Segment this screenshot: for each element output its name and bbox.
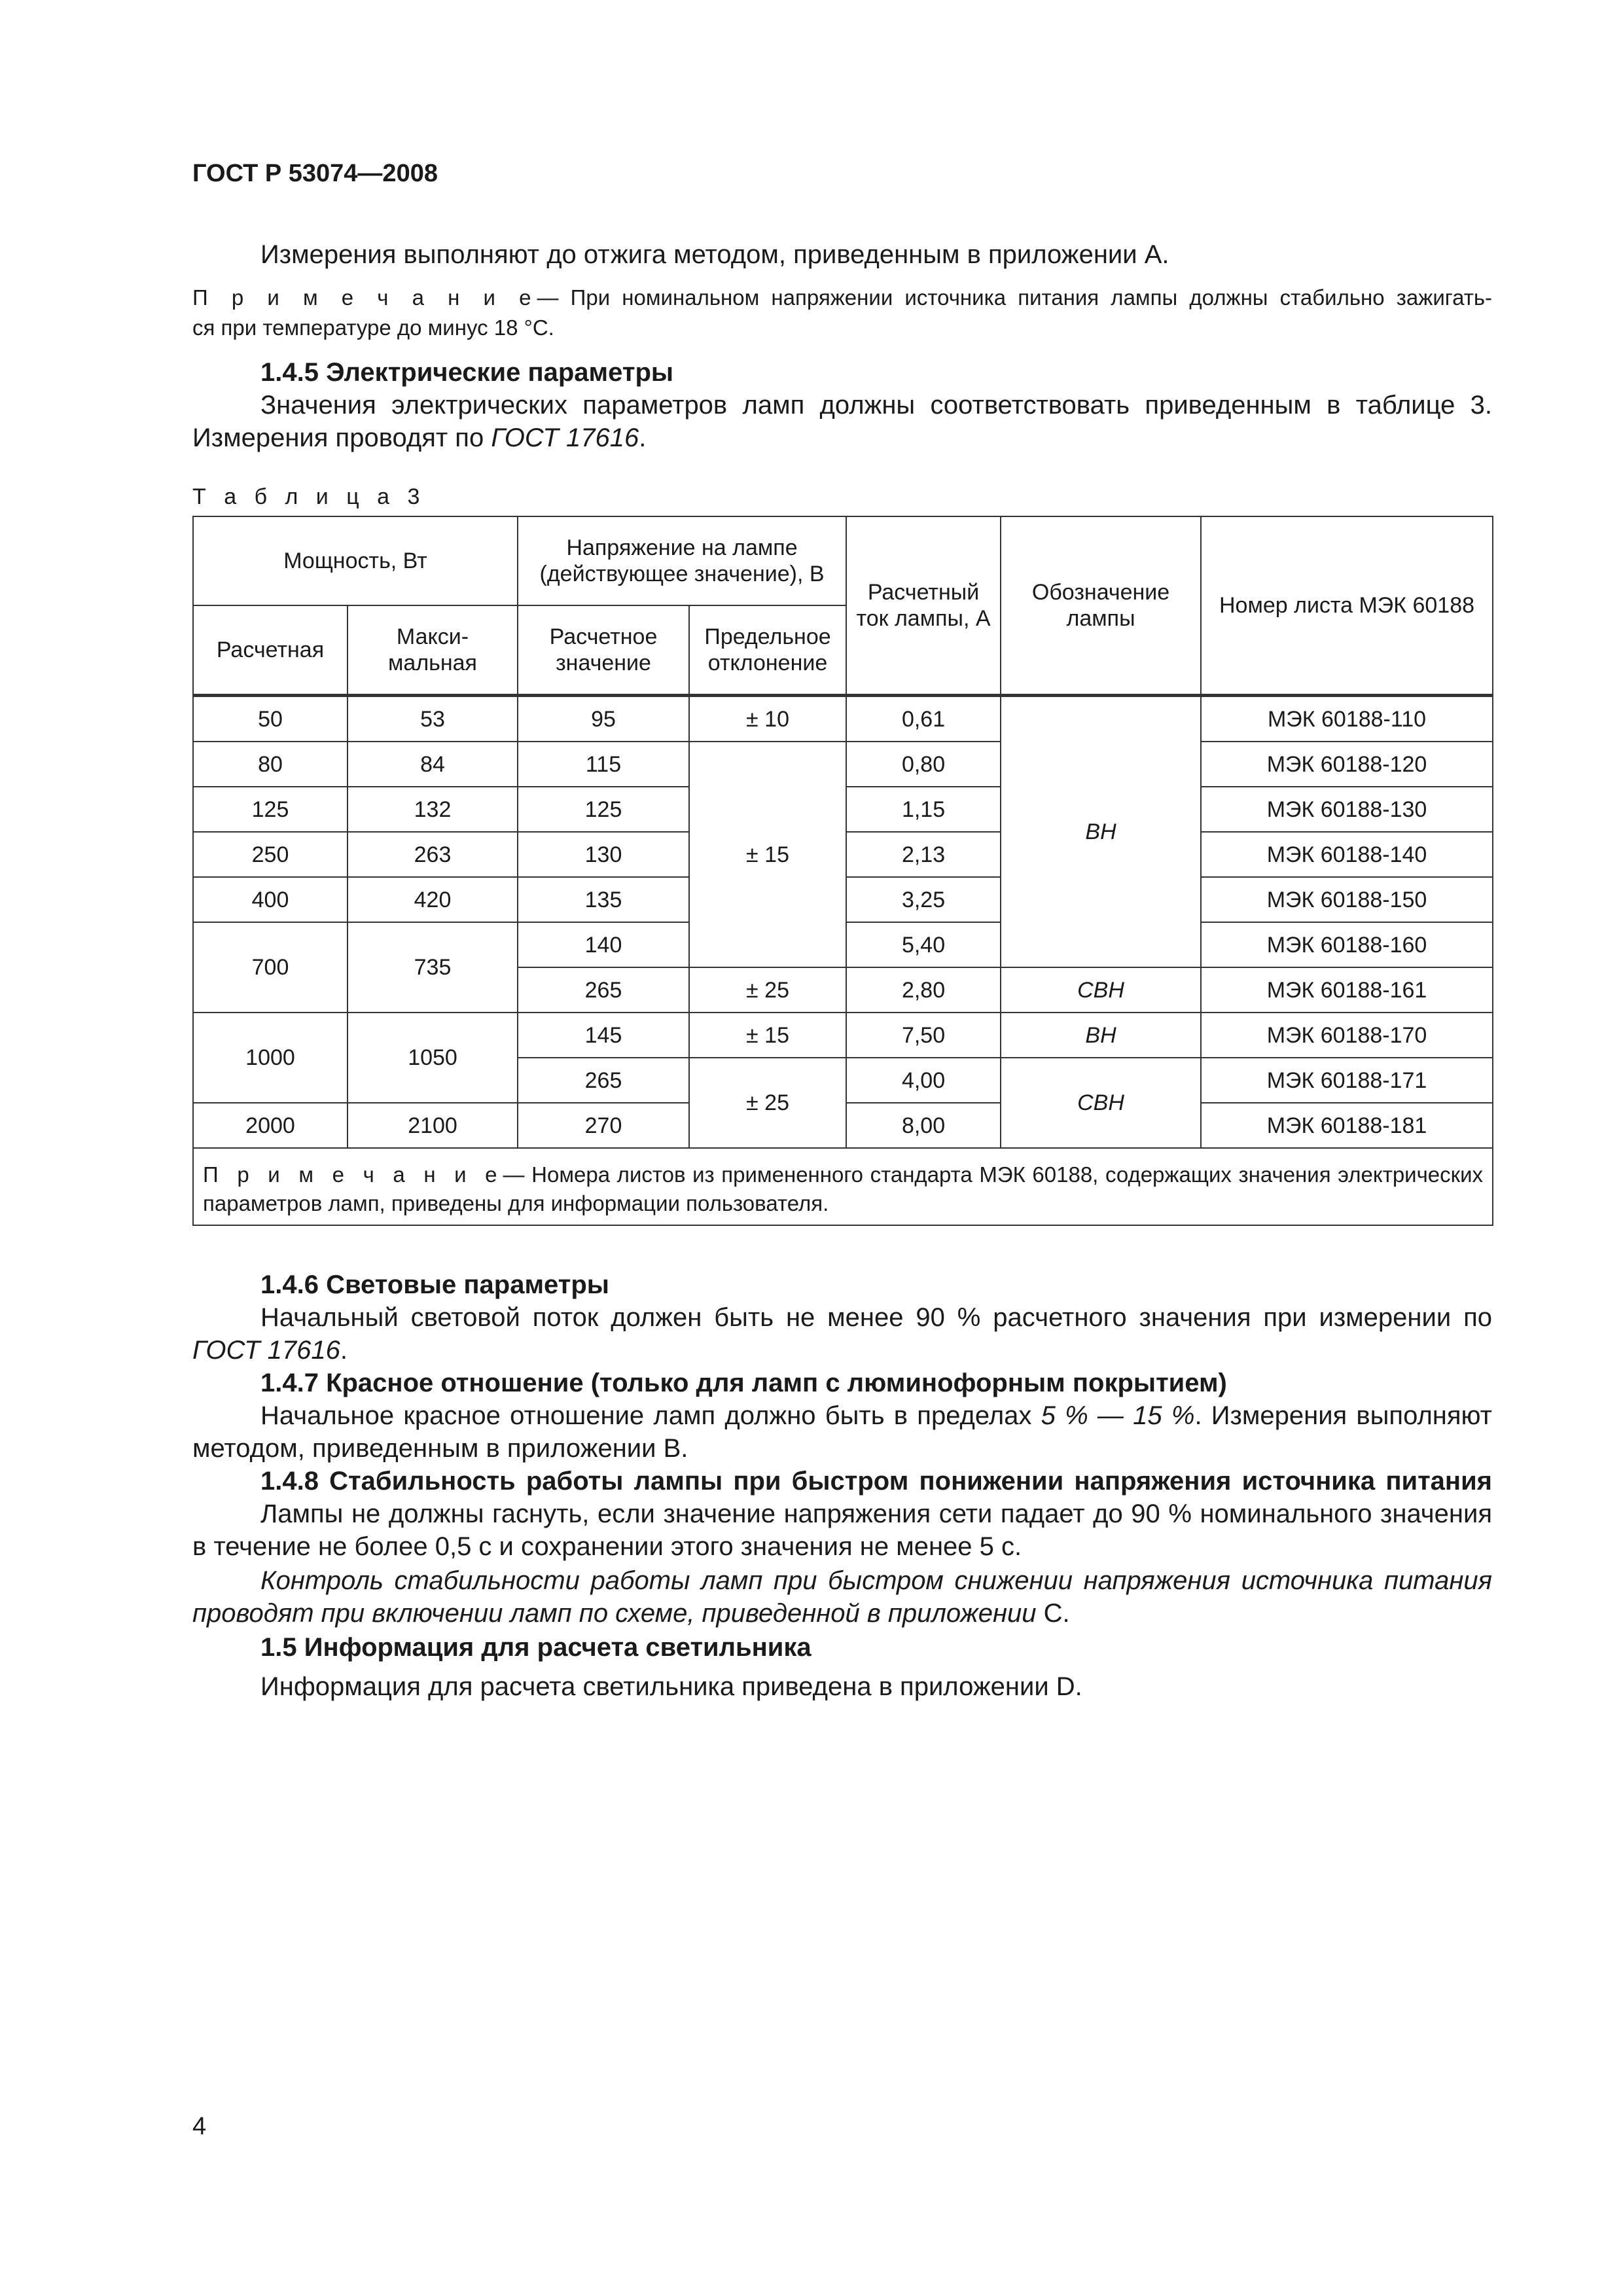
- note-text: — При номинальном напряжении источника питания лампы должны стабильно зажигать-: [537, 285, 1492, 310]
- section-heading-1-4-8: 1.4.8 Стабильность работы лампы при быстром понижении напряжения источника питания: [260, 1467, 1492, 1496]
- table-row: 125 132 125 1,15 МЭК 60188-130: [193, 787, 1493, 832]
- gost-reference: ГОСТ 17616: [192, 1336, 340, 1365]
- table-row: 700 735 140 5,40 МЭК 60188-160: [193, 922, 1493, 967]
- table-row: 80 84 115 ± 15 0,80 МЭК 60188-120: [193, 742, 1493, 787]
- table-note: [193, 1148, 1493, 1225]
- header-power: Мощность, Вт: [193, 516, 518, 605]
- section-heading-1-4-6: 1.4.6 Световые параметры: [260, 1270, 609, 1299]
- section-heading-1-4-5: 1.4.5 Электрические параметры: [260, 358, 674, 387]
- table-row: 2000 2100 270 8,00 МЭК 60188-181: [193, 1103, 1493, 1148]
- table-row: 50 53 95 ± 10 0,61 ВН МЭК 60188-110: [193, 696, 1493, 742]
- s15-line1: Информация для расчета светильника приведена в приложении D.: [260, 1672, 1082, 1701]
- section-heading-1-5: 1.5 Информация для расчета светильника: [260, 1633, 812, 1662]
- header-designation: Обозначение лампы: [1001, 516, 1201, 696]
- section-heading-1-4-7: 1.4.7 Красное отношение (только для ламп с люминофорным покрытием): [260, 1369, 1227, 1397]
- header-power-rated: Расчетная: [193, 605, 348, 696]
- header-iec-sheet: Номер листа МЭК 60188: [1201, 516, 1493, 696]
- table-note-text: — Номера листов из примененного стандарта МЭК 60188, содержащих значения электрических параметров ламп, приведены для информации пользователя.: [203, 1162, 1484, 1215]
- measurement-paragraph: Измерения выполняют до отжига методом, приведенным в приложении А.: [260, 240, 1169, 269]
- designation-svn-merged: СВН: [1001, 1058, 1201, 1148]
- document-id: ГОСТ Р 53074—2008: [192, 160, 438, 187]
- note-1-line2: ся при температуре до минус 18 °С.: [192, 315, 554, 340]
- table-row: 1000 1050 145 ± 15 7,50 ВН МЭК 60188-170: [193, 1013, 1493, 1058]
- gost-reference: ГОСТ 17616: [491, 423, 639, 452]
- header-power-max: Макси-мальная: [348, 605, 518, 696]
- header-voltage-rated: Расчетное значение: [518, 605, 689, 696]
- s147-line1: Начальное красное отношение ламп должно быть в пределах 5 % — 15 %. Измерения выполняют: [260, 1401, 1492, 1430]
- deviation-15-merged: ± 15: [689, 742, 846, 967]
- page-number: 4: [192, 2113, 207, 2140]
- table-row: 265 ± 25 4,00 СВН МЭК 60188-171: [193, 1058, 1493, 1103]
- table-3: [192, 516, 1493, 1226]
- s148-line1: Лампы не должны гаснуть, если значение напряжения сети падает до 90 % номинального значения: [260, 1499, 1492, 1528]
- table-caption: Т а б л и ц а 3: [192, 484, 426, 509]
- header-current: Расчетный ток лампы, А: [846, 516, 1001, 696]
- s146-line2: ГОСТ 17616.: [192, 1336, 348, 1365]
- s145-line2: Измерения проводят по ГОСТ 17616.: [192, 423, 647, 452]
- s148-italic-line1: Контроль стабильности работы ламп при быстром снижении напряжения источника питания: [260, 1566, 1492, 1595]
- s148-italic-line2: проводят при включении ламп по схеме, приведенной в приложении С.: [192, 1599, 1070, 1628]
- table-note-label: П р и м е ч а н и е: [203, 1162, 503, 1187]
- table-row: 265 ± 25 2,80 СВН МЭК 60188-161: [193, 967, 1493, 1013]
- note-1-line1: [192, 283, 1492, 313]
- header-voltage-deviation: Предельное отклонение: [689, 605, 846, 696]
- designation-vn-merged: ВН: [1001, 696, 1201, 968]
- s146-line1: Начальный световой поток должен быть не менее 90 % расчетного значения при измерении по: [260, 1303, 1492, 1332]
- note-label: П р и м е ч а н и е: [192, 285, 537, 310]
- header-voltage: Напряжение на лампе (действующее значение), В: [518, 516, 846, 605]
- s147-line2: методом, приведенным в приложении В.: [192, 1434, 688, 1463]
- deviation-25-merged: ± 25: [689, 1058, 846, 1148]
- s145-line1: Значения электрических параметров ламп должны соответствовать приведенным в таблице 3.: [260, 391, 1492, 420]
- s148-line2: в течение не более 0,5 с и сохранении этого значения не менее 5 с.: [192, 1532, 1022, 1561]
- table-row: 250 263 130 2,13 МЭК 60188-140: [193, 832, 1493, 877]
- table-row: 400 420 135 3,25 МЭК 60188-150: [193, 877, 1493, 922]
